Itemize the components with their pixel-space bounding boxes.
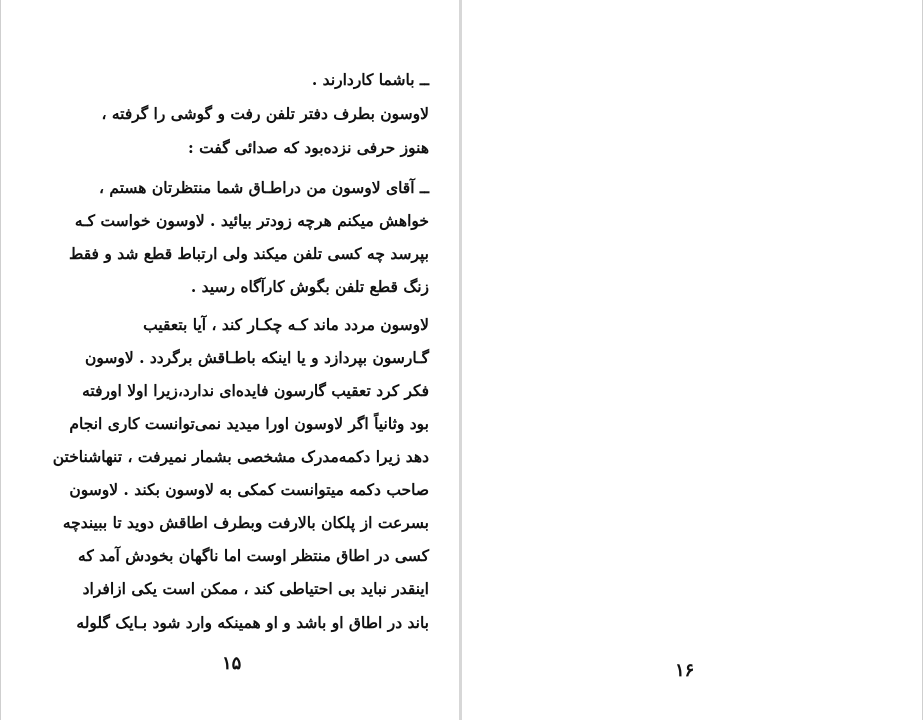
page-number: ۱۶: [675, 660, 695, 681]
text-line: زنگ قطع تلفن بگوش کارآگاه رسید .: [190, 277, 429, 296]
text-line: لاوسون مردد ماند کـه چکـار کند ، آیا بتعقیب: [143, 315, 429, 334]
text-line: بپرسد چه کسی تلفن میکند ولی ارتباط قطع شد و فقط: [69, 244, 429, 263]
text-line: باند در اطاق او باشد و او همینکه وارد شود بـایک گلوله: [76, 613, 429, 632]
text-line: لاوسون بطرف دفتر تلفن رفت و گوشی را گرفته ،: [101, 104, 429, 123]
text-line: صاحب دکمه میتوانست کمکی به لاوسون بکند . لاوسون: [69, 480, 429, 499]
text-line: ــ آقای لاوسون من دراطـاق شما منتظرتان هستم ،: [99, 178, 429, 197]
text-line: اینقدر نباید بی احتیاطی کند ، ممکن است یکی ازافراد: [82, 579, 429, 598]
text-line: دهد زیرا دکمه‌مدرک مشخصی بشمار نمیرفت ، تنهاشناختن: [52, 447, 429, 466]
text-line: بسرعت از پلکان بالارفت وبطرف اطاقش دوید تا ببیندچه: [62, 513, 429, 532]
text-line: هنوز حرفی نزده‌بود که صدائی گفت :: [188, 138, 429, 157]
text-line: خواهش میکنم هرچه زودتر بیائید . لاوسون خواست کـه: [74, 211, 429, 230]
text-line: بود وثانیاً اگر لاوسون اورا میدید نمی‌توانست کاری انجام: [69, 414, 429, 433]
text-line: ــ باشما کاردارند .: [311, 70, 429, 89]
text-line: کسی در اطاق منتظر اوست اما ناگهان بخودش آمد که: [78, 546, 429, 565]
page-number: ۱۵: [222, 653, 242, 674]
text-line: فکر کرد تعقیب گارسون فایده‌ای ندارد،زیرا اولا اورفته: [82, 381, 429, 400]
text-line: گـارسون بپردازد و یا اینکه باطـاقش برگردد . لاوسون: [84, 348, 429, 367]
page-edge: [0, 0, 1, 720]
